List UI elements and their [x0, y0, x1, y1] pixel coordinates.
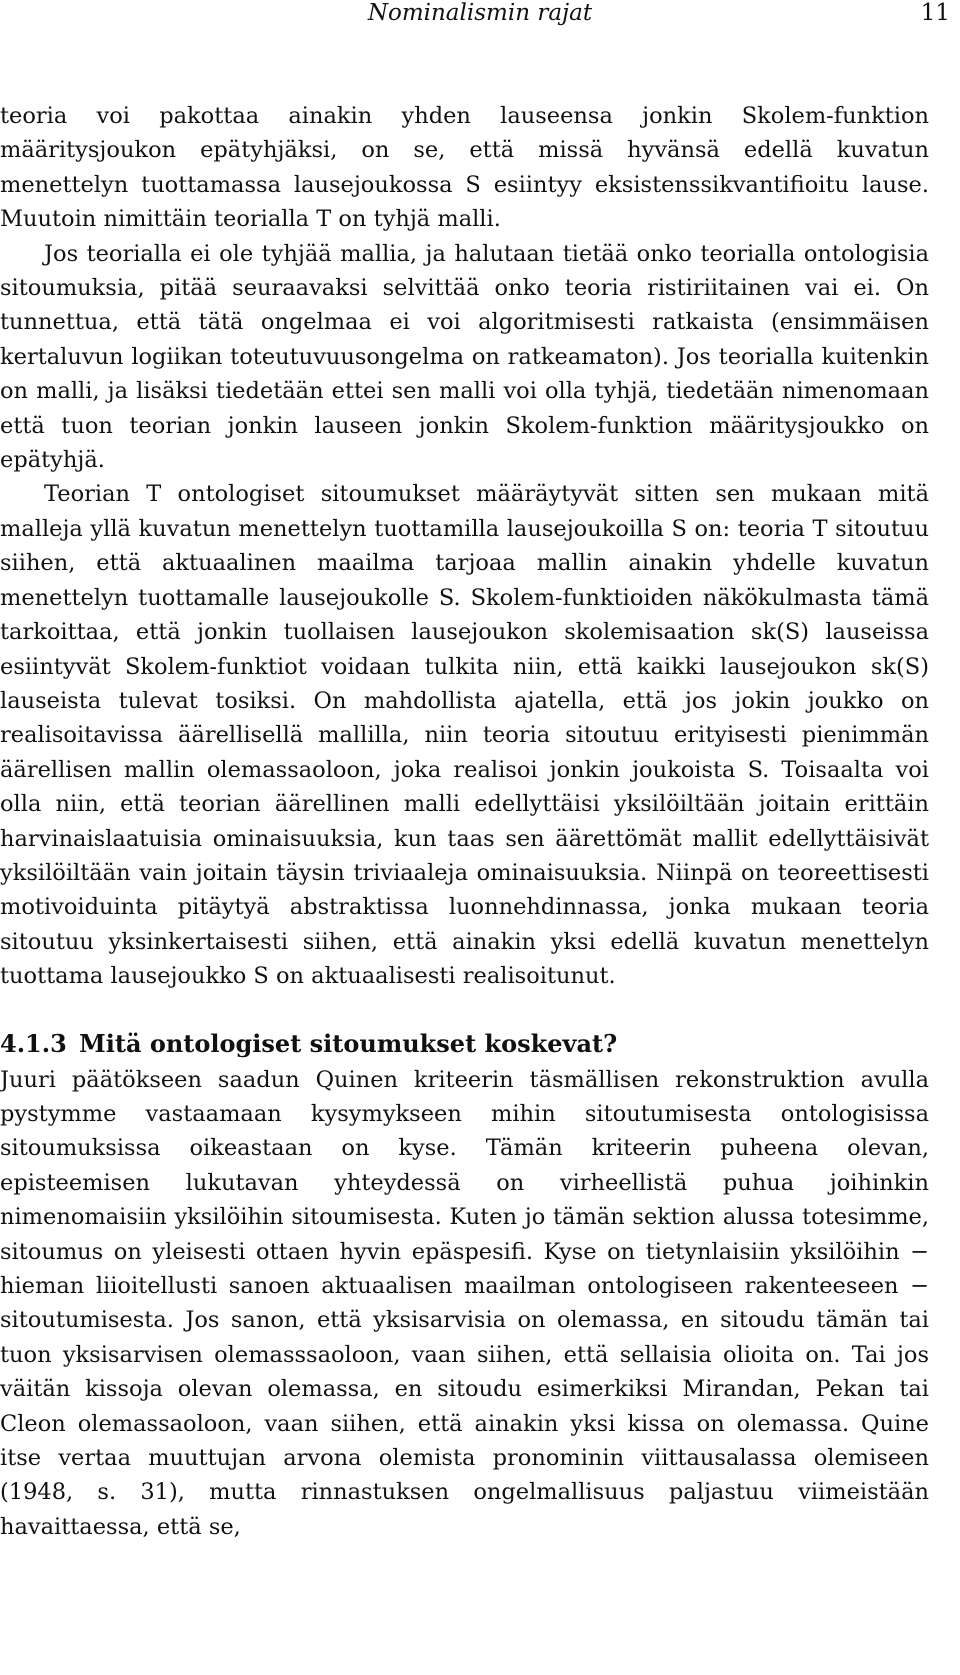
paragraph: Jos teorialla ei ole tyhjää mallia, ja halutaan tietää onko teorialla ontologisia sitoumuksia, pitää seuraavaksi selvittää onko teoria ristiriitainen vai ei. On tunnettua, että tätä ongelmaa ei voi algoritmisesti ratkaista (ensimmäisen kertaluvun logiikan toteutuvuusongelma on ratkeamaton). Jos teorialla kuitenkin on malli, ja lisäksi tiedetään ettei sen malli voi olla tyhjä, tiedetään nimenomaan että tuon teorian jonkin lauseen jonkin Skolem-funktion määritysjoukko on epätyhjä. [0, 240, 929, 474]
running-header [0, 0, 960, 30]
section-paragraph: Juuri päätökseen saadun Quinen kriteerin täsmällisen rekonstruktion avulla pystymme vastaamaan kysymykseen mihin sitoutumisesta ontologisissa sitoumuksissa oikeastaan on kyse. Tämän kriteerin puheena olevan, episteemisen lukutavan yhteydessä on virheellistä puhua joihinkin nimenomaisiin yksilöihin sitoumisesta. Kuten jo tämän sektion alussa totesimme, sitoumus on yleisesti ottaen hyvin epäspesifi. Kyse on tietynlaisiin yksilöihin − hieman liioitellusti sanoen aktuaalisen maailman ontologiseen rakenteeseen − sitoutumisesta. Jos sanon, että yksisarvisia on olemassa, en sitoudu tämän tai tuon yksisarvisen olemasssaoloon, vaan siihen, että sellaisia olioita on. Tai jos väitän kissoja olevan olemassa, en sitoudu esimerkiksi Mirandan, Pekan tai Cleon olemassaoloon, vaan siihen, että ainakin yksi kissa on olemassa. Quine itse vertaa muuttujan arvona olemista pronominin viittausalassa olemiseen (1948, s. 31), mutta rinnastuksen ongelmallisuus paljastuu viimeistään havaittaessa, että se, [0, 1066, 929, 1540]
running-title: Nominalismin rajat [367, 0, 593, 26]
section-number: 4.1.3 [0, 1028, 67, 1058]
paragraph-continued: teoria voi pakottaa ainakin yhden lauseensa jonkin Skolem-funktion määritysjoukon epätyhjäksi, on se, että missä hyvänsä edellä kuvatun menettelyn tuottamassa lausejoukossa S esiintyy eksistenssikvantifioitu lause. Muutoin nimittäin teorialla T on tyhjä malli. [0, 103, 929, 233]
page-number: 11 [920, 0, 950, 26]
section-heading [0, 1027, 929, 1061]
body-text [0, 99, 929, 1544]
paragraph: Teorian T ontologiset sitoumukset määräytyvät sitten sen mukaan mitä malleja yllä kuvatun menettelyn tuottamilla lausejoukoilla S on: teoria T sitoutuu siihen, että aktuaalinen maailma tarjoaa mallin ainakin yhdelle kuvatun menettelyn tuottamalle lausejoukolle S. Skolem-funktioiden näkökulmasta tämä tarkoittaa, että jonkin tuollaisen lausejoukon skolemisaation sk(S) lauseissa esiintyvät Skolem-funktiot voidaan tulkita niin, että kaikki lausejoukon sk(S) lauseista tulevat tosiksi. On mahdollista ajatella, että jos jokin joukko on realisoitavissa äärellisellä mallilla, niin teoria sitoutuu erityisesti pienimmän äärellisen mallin olemassaoloon, joka realisoi jonkin joukoista S. Toisaalta voi olla niin, että teorian äärellinen malli edellyttäisi yksilöiltään joitain erittäin harvinaislaatuisia ominaisuuksia, kun taas sen äärettömät mallit edellyttäisivät yksilöiltään vain joitain täysin triviaaleja ominaisuuksia. Niinpä on teoreettisesti motivoiduinta pitäytyä abstraktissa luonnehdinnassa, jonka mukaan teoria sitoutuu yksinkertaisesti siihen, että ainakin yksi edellä kuvatun menettelyn tuottama lausejoukko S on aktuaalisesti realisoitunut. [0, 481, 929, 990]
section-title: Mitä ontologiset sitoumukset koskevat? [79, 1028, 618, 1058]
